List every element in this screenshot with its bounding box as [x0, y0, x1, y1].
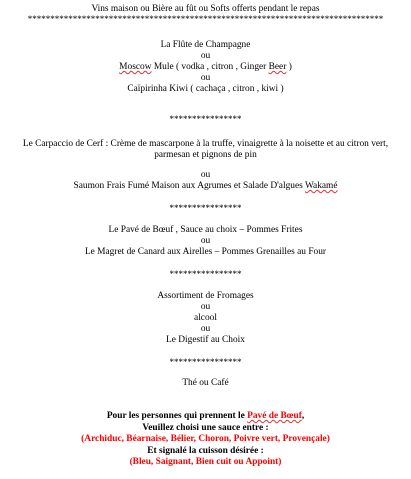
spellcheck-word: Wakamé — [304, 181, 338, 191]
note-text: , — [301, 411, 305, 421]
top-separator: ******************************************************************************* — [27, 14, 384, 24]
aperitif-text: ) — [286, 62, 292, 72]
or-separator: ou — [200, 324, 211, 334]
coffee-line: Thé ou Café — [182, 378, 229, 388]
note-line1 — [0, 411, 411, 422]
note-line2: Veuillez choisi une sauce entre : — [142, 423, 269, 433]
starter-saumon — [0, 181, 411, 192]
note-line4: Et signalé la cuisson désirée : — [147, 446, 264, 456]
main-pave-boeuf: Le Pavé de Bœuf , Sauce au choix – Pommes Frites — [108, 225, 303, 235]
section-separator: **************** — [169, 114, 242, 124]
or-separator: ou — [200, 170, 211, 180]
cheese-alcool: alcool — [194, 313, 217, 323]
section-separator: **************** — [169, 203, 242, 213]
aperitif-champagne: La Flûte de Champagne — [160, 40, 251, 50]
aperitif-caipirinha: Caïpirinha Kiwi ( cachaça , citron , kiwi ) — [127, 84, 284, 94]
note-cuissons: (Bleu, Saignant, Bien cuit ou Appoint) — [129, 457, 282, 467]
or-separator: ou — [200, 236, 211, 246]
aperitif-moscow-mule — [0, 62, 411, 73]
cheese-assortiment: Assortiment de Fromages — [157, 291, 254, 301]
starter-carpaccio-line1: Le Carpaccio de Cerf : Crème de mascarpone à la truffe, vinaigrette à la noisette et au citron vert, — [22, 139, 389, 149]
note-sauces: (Archiduc, Béarnaise, Bélier, Choron, Poivre vert, Provençale) — [81, 434, 330, 444]
aperitif-text: Mule ( vodka , citron , Ginger — [151, 62, 269, 72]
section-separator: **************** — [169, 269, 242, 279]
intro-line: Vins maison ou Bière au fût ou Softs offerts pendant le repas — [91, 4, 320, 14]
or-separator: ou — [200, 73, 211, 83]
section-separator: **************** — [169, 357, 242, 367]
note-highlight: Pavé de Bœuf — [247, 411, 302, 421]
spellcheck-word: Moscow — [119, 62, 152, 72]
note-text: Pour les personnes qui prennent le — [106, 411, 248, 421]
spellcheck-word: Beer — [268, 62, 287, 72]
cheese-digestif: Le Digestif au Choix — [166, 335, 245, 345]
or-separator: ou — [200, 302, 211, 312]
or-separator: ou — [200, 51, 211, 61]
starter-text: Saumon Frais Fumé Maison aux Agrumes et Salade D'algues — [73, 181, 305, 191]
main-magret-canard: Le Magret de Canard aux Airelles – Pommes Grenailles au Four — [84, 247, 327, 257]
starter-carpaccio-line2: parmesan et pignons de pin — [154, 150, 257, 160]
